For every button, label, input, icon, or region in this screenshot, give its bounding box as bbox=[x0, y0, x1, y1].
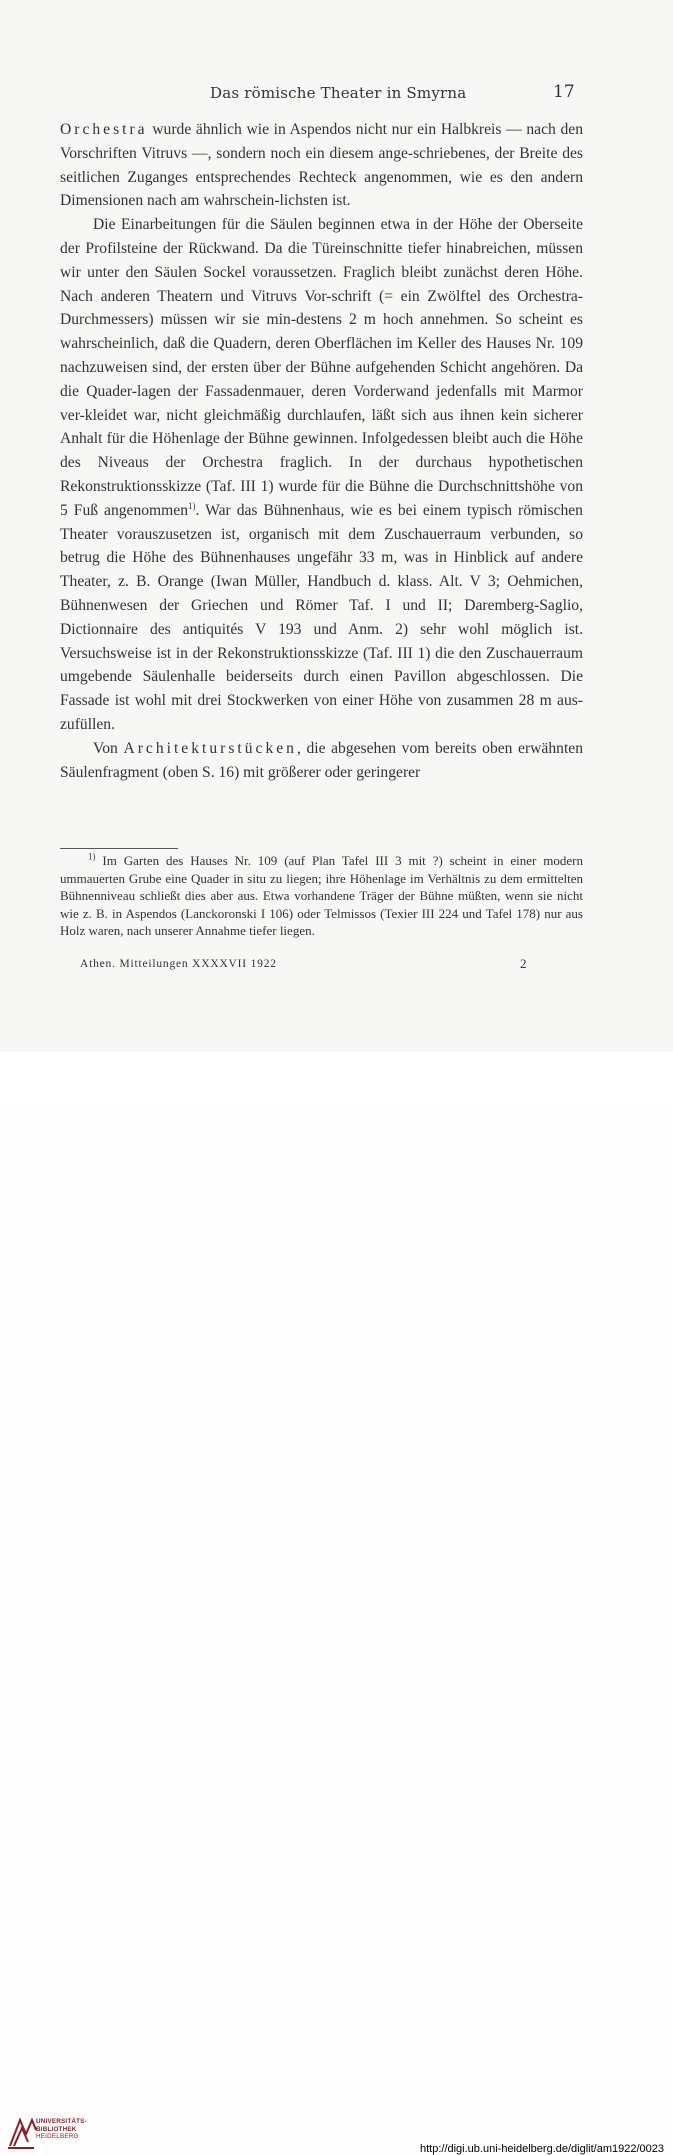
spaced-term-architekturstuecken: Architekturstücken bbox=[123, 739, 297, 757]
library-name bbox=[36, 2118, 87, 2141]
paragraph-3-text: , die abgesehen vom bereits oben erwähnten Säulenfragment (oben S. 16) mit größerer oder geringerer bbox=[60, 739, 583, 781]
running-title: Das römische Theater in Smyrna bbox=[210, 84, 467, 102]
paragraph-3-start: Von bbox=[93, 739, 124, 757]
paragraph-3 bbox=[60, 737, 583, 785]
paragraph-2-text-b: . War das Bühnenhaus, wie es bei einem typisch römischen Theater vorauszusetzen ist, organisch mit dem Zuschauerraum verbunden, so betrug die Höhe des Bühnenhauses ungefähr 33 m, was in Hinblick auf andere Theater, z. B. Orange (Iwan Müller, Handbuch d. klass. Alt. V 3; Oehmichen, Bühnenwesen der Griechen und Römer Taf. I und II; Daremberg-Saglio, Dictionnaire des antiquités V 193 und Anm. 2) sehr wohl möglich ist. Versuchsweise ist in der Rekonstruktionsskizze (Taf. III 1) die den Zuschauerraum umgebende Säulenhalle beiderseits durch einen Pavillon abgeschlossen. Die Fassade ist wohl mit drei Stockwerken von einer Höhe von zusammen 28 m aus-zufüllen. bbox=[60, 501, 583, 733]
footnote bbox=[60, 852, 583, 940]
footnote-marker: 1) bbox=[88, 851, 96, 862]
footnote-text: Im Garten des Hauses Nr. 109 (auf Plan Tafel III 3 mit ?) scheint in einer modern ummauerten Grube eine Quader in situ zu liegen; ihre Höhenlage im Verhältnis zu dem ermittelten Bühnenniveau schließt dies aber aus. Etwa vorhandene Träger der Bühne müßten, wenn sie nicht wie z. B. in Aspendos (Lanckoronski I 106) oder Telmissos (Texier III 224 und Tafel 178) nur aus Holz waren, nach unserer Annahme tiefer liegen. bbox=[60, 853, 583, 939]
paragraph-1-text: wurde ähnlich wie in Aspendos nicht nur ein Halbkreis — nach den Vorschriften Vitruvs —, sondern noch ein diesem ange-schriebenes, der Breite des seitlichen Zuganges entsprechendes Rechteck angenommen, wie es den andern Dimensionen nach am wahrschein-lichsten ist. bbox=[60, 121, 583, 210]
scanned-page bbox=[0, 0, 673, 1052]
sheet-number: 2 bbox=[520, 956, 527, 971]
paragraph-2 bbox=[60, 213, 583, 737]
library-name-line-1: UNIVERSITÄTS- bbox=[36, 2118, 87, 2125]
paragraph-2-text-a: Die Einarbeitungen für die Säulen beginnen etwa in der Höhe der Oberseite der Profilsteine der Rückwand. Da die Türeinschnitte tiefer hinabreichen, müssen wir unter den Säulen Sockel voraussetzen. Fraglich bleibt zunächst deren Höhe. Nach anderen Theatern und Vitruvs Vor-schrift (= ein Zwölftel des Orchestra-Durchmessers) müssen wir sie min-destens 2 m hoch annehmen. So scheint es wahrscheinlich, daß die Quadern, deren Oberflächen im Keller des Hauses Nr. 109 nachzuweisen sind, der ersten über der Bühne aufgehenden Schicht angehören. Da die Quader-lagen der Fassadenmauer, deren Vorderwand jedenfalls mit Marmor ver-kleidet war, nicht gleichmäßig durchlaufen, läßt sich aus ihnen kein sicherer Anhalt für die Höhenlage der Bühne gewinnen. Infolgedessen bleibt auch die Höhe des Niveaus der Orchestra fraglich. In der durchaus hypothetischen Rekonstruktionsskizze (Taf. III 1) wurde für die Bühne die Durchschnittshöhe von 5 Fuß angenommen bbox=[60, 216, 583, 519]
footnote-reference[interactable]: 1) bbox=[188, 500, 196, 511]
page-number: 17 bbox=[553, 82, 575, 102]
sheet-signature: Athen. Mitteilungen XXXXVII 1922 bbox=[80, 958, 277, 970]
footnote-divider bbox=[60, 848, 178, 849]
library-name-line-3: HEIDELBERG bbox=[36, 2133, 79, 2141]
library-name-line-2: BIBLIOTHEK bbox=[36, 2125, 77, 2133]
source-url-link[interactable]: http://digi.ub.uni-heidelberg.de/diglit/am1922/0023 bbox=[419, 2143, 664, 2155]
body-text bbox=[60, 118, 583, 784]
spaced-term-orchestra: Orchestra bbox=[60, 121, 148, 138]
footer-bar bbox=[0, 1052, 673, 2155]
paragraph-1 bbox=[60, 118, 583, 213]
